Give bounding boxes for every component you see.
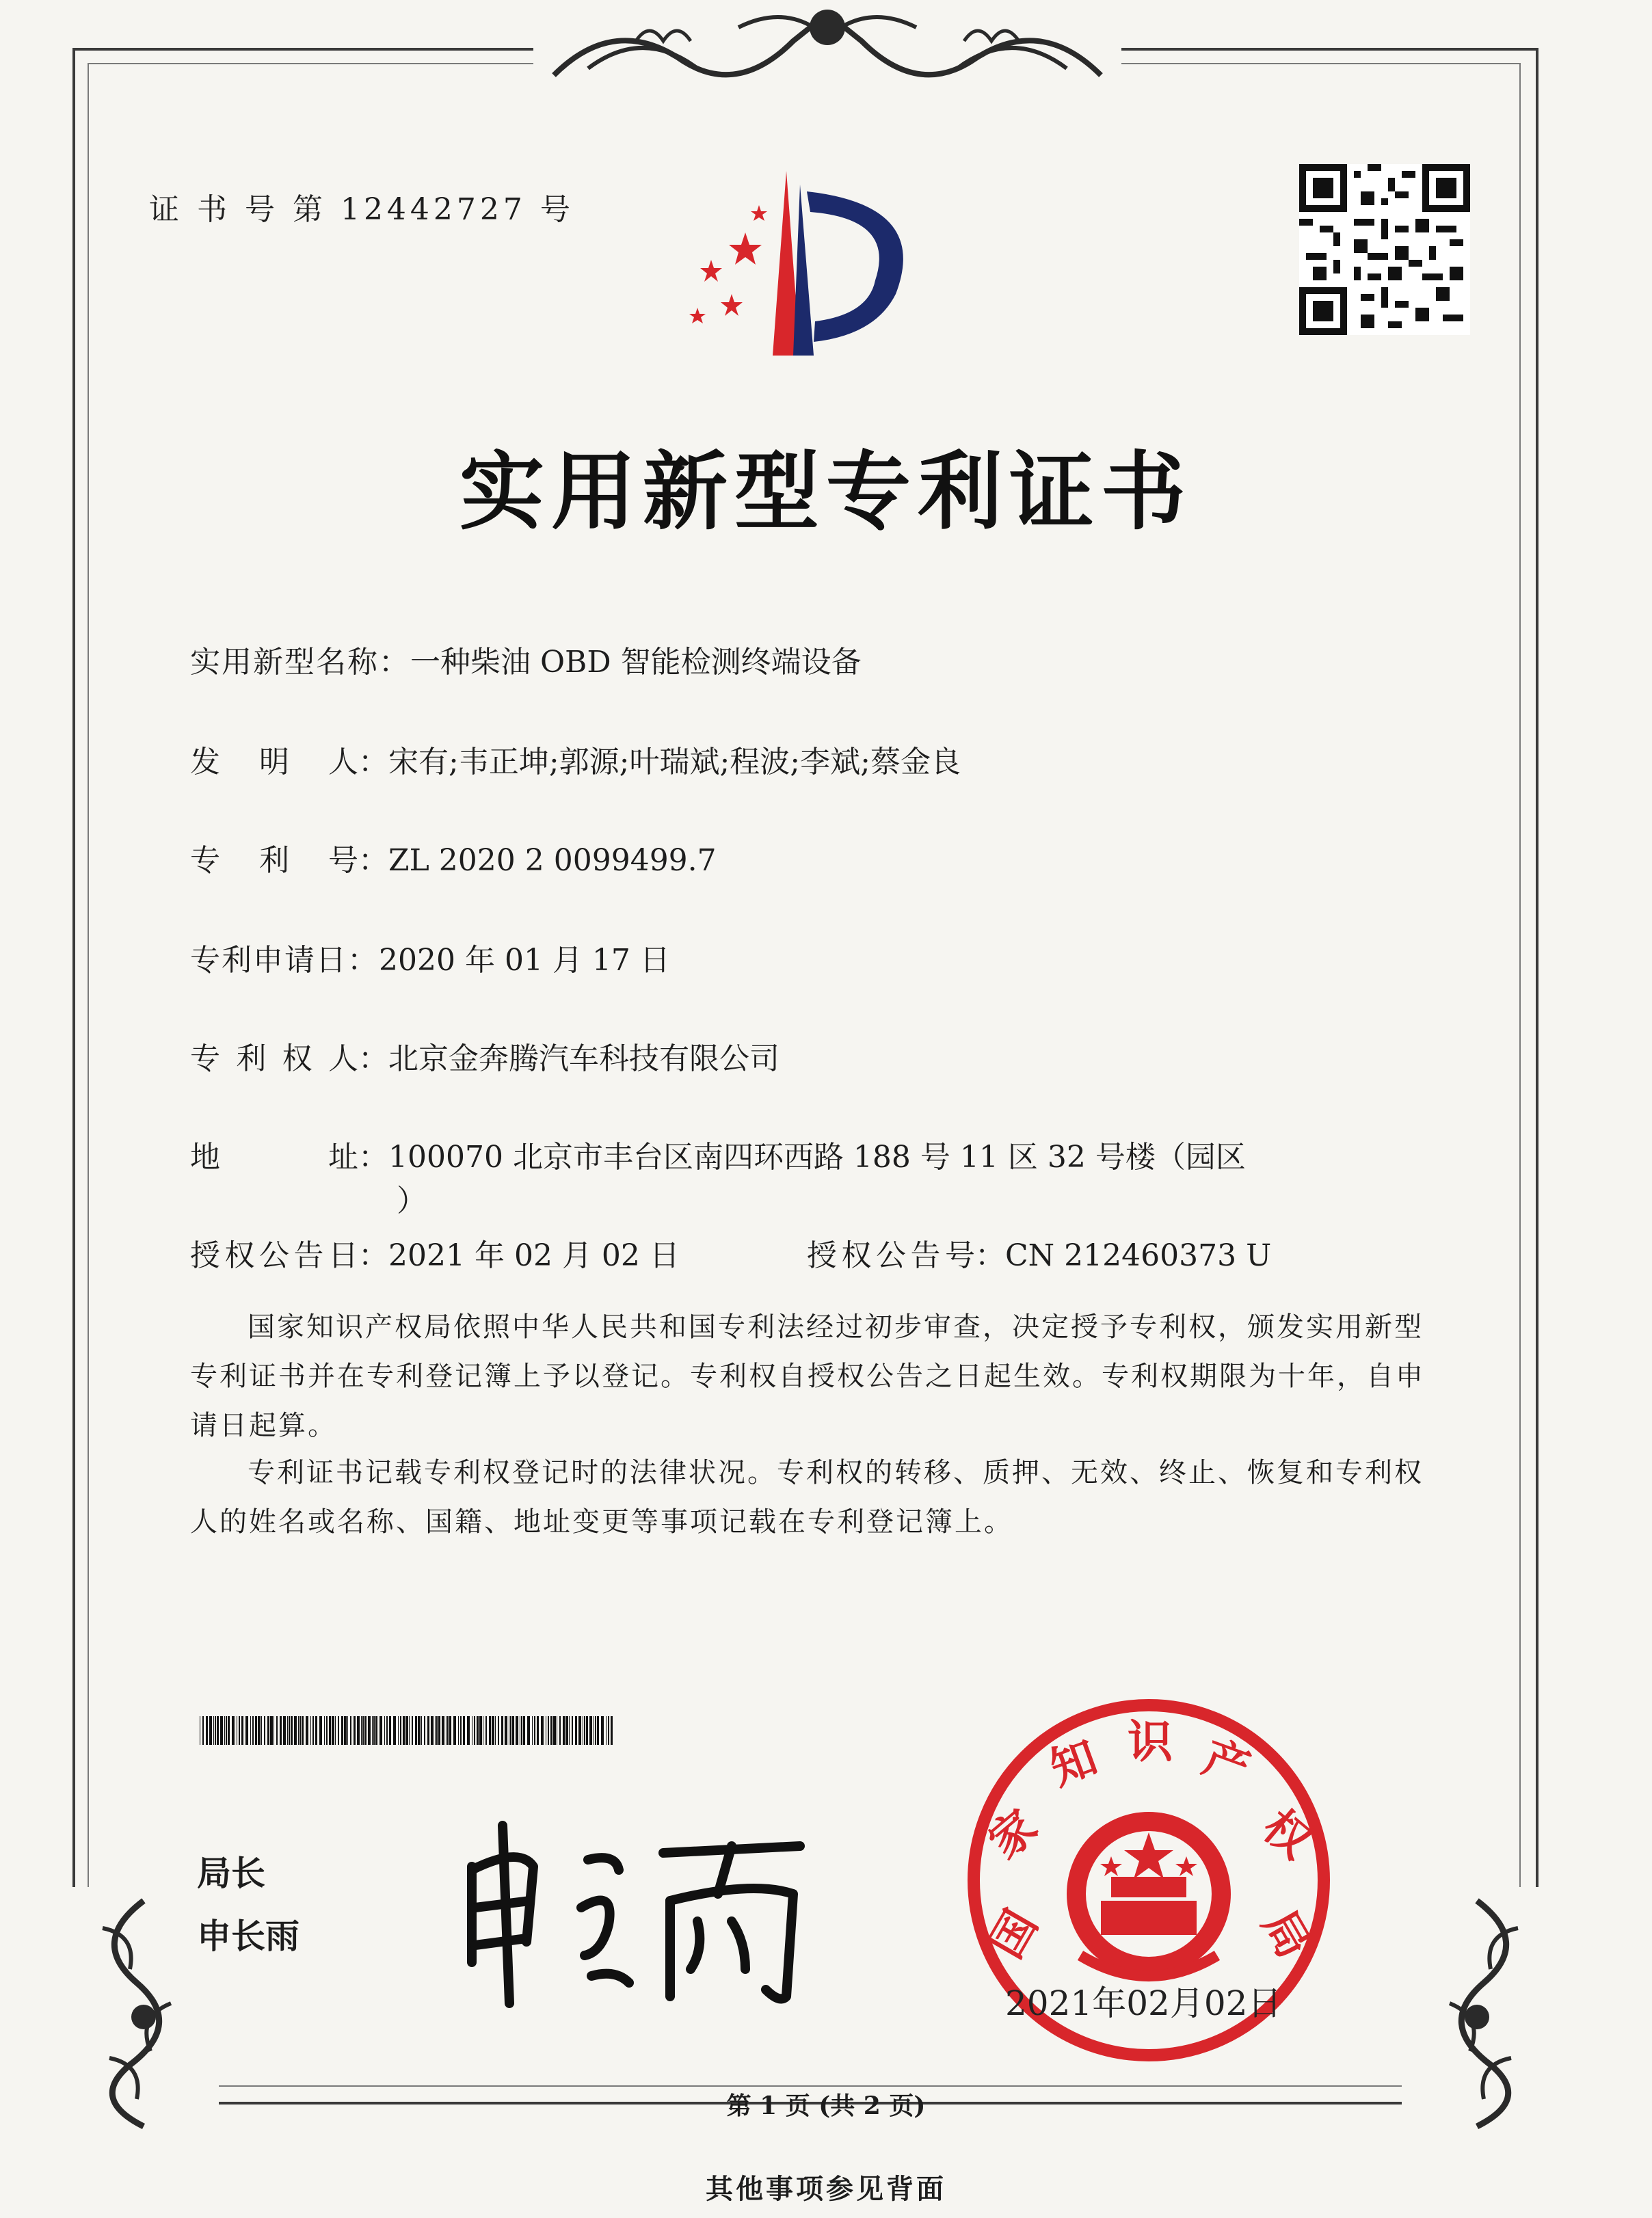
barcode-bar [527, 1716, 530, 1745]
svg-text:知: 知 [1043, 1731, 1104, 1796]
barcode-bar [379, 1716, 382, 1745]
top-ornament [533, 0, 1121, 96]
barcode-bar [589, 1716, 592, 1745]
field-address-label: 地 址： [190, 1140, 388, 1175]
barcode-bar [386, 1716, 388, 1745]
barcode-bar [474, 1716, 475, 1745]
field-patent-no-value: ZL 2020 2 0099499.7 [388, 843, 717, 878]
barcode-bar [501, 1716, 503, 1745]
barcode-bar [463, 1716, 465, 1745]
seal-date: 2021年02月02日 [1005, 1983, 1282, 2023]
barcode-bar [252, 1716, 254, 1745]
barcode-bar [289, 1716, 290, 1745]
field-patentee-value: 北京金奔腾汽车科技有限公司 [388, 1041, 780, 1076]
barcode-bar [489, 1716, 491, 1745]
field-address-value-line2: ） [397, 1184, 427, 1218]
barcode-bar [403, 1716, 405, 1745]
field-patent-no-label: 专 利 号： [190, 843, 388, 878]
barcode-bar [357, 1716, 360, 1745]
field-address-value-line1: 100070 北京市丰台区南四环西路 188 号 11 区 32 号楼（园区 [388, 1140, 1246, 1175]
barcode-bar [372, 1716, 373, 1745]
barcode-bar [427, 1716, 429, 1745]
barcode-bar [541, 1716, 544, 1745]
barcode-bar [442, 1716, 444, 1745]
barcode-bar [510, 1716, 511, 1745]
barcode-bar [215, 1716, 216, 1745]
barcode-bar [611, 1716, 613, 1745]
barcode-bar [213, 1716, 214, 1745]
barcode-bar [280, 1716, 282, 1745]
barcode-bar [375, 1716, 377, 1745]
barcode-bar [492, 1716, 494, 1745]
barcode-bar [446, 1716, 447, 1745]
barcode-bar [209, 1716, 212, 1745]
field-name-label: 实用新型名称： [190, 645, 410, 680]
barcode-bar [228, 1716, 230, 1745]
field-grant-no-row [807, 1231, 1271, 1274]
barcode-bar [389, 1716, 391, 1745]
field-patentee-label: 专 利 权 人： [190, 1041, 388, 1076]
svg-text:产: 产 [1196, 1731, 1257, 1796]
barcode-bar [332, 1716, 334, 1745]
field-inventors-value: 宋有;韦正坤;郭源;叶瑞斌;程波;李斌;蔡金良 [388, 745, 961, 779]
barcode-bar [569, 1716, 570, 1745]
barcode-bar [523, 1716, 525, 1745]
barcode-bar [270, 1716, 273, 1745]
field-address-row [190, 1132, 1246, 1176]
page-number: 第 1 页 (共 2 页) [726, 2092, 926, 2120]
barcode-bar [315, 1716, 317, 1745]
barcode-bar [306, 1716, 308, 1745]
barcode-bar [458, 1716, 459, 1745]
barcode-bar [521, 1716, 522, 1745]
barcode-bar [319, 1716, 322, 1745]
barcode-bar [255, 1716, 257, 1745]
barcode-bar [608, 1716, 609, 1745]
barcode-bar [447, 1716, 449, 1745]
barcode-bar [324, 1716, 325, 1745]
barcode-bar [405, 1716, 408, 1745]
barcode-bar [361, 1716, 362, 1745]
barcode-bar [226, 1716, 227, 1745]
barcode-bar [584, 1716, 585, 1745]
barcode-bar [250, 1716, 251, 1745]
field-name-value: 一种柴油 OBD 智能检测终端设备 [410, 645, 862, 680]
barcode-bar [241, 1716, 243, 1745]
barcode-bar [384, 1716, 385, 1745]
barcode-bar [436, 1716, 438, 1745]
barcode-bar [467, 1716, 470, 1745]
barcode-bar [298, 1716, 299, 1745]
barcode-bar [572, 1716, 573, 1745]
barcode-bar [299, 1716, 301, 1745]
barcode-bar [415, 1716, 417, 1745]
barcode-bar [548, 1716, 549, 1745]
field-filing-date-row [190, 935, 670, 979]
barcode-bar [326, 1716, 328, 1745]
svg-text:权: 权 [1253, 1800, 1322, 1869]
barcode-bar [202, 1716, 204, 1745]
svg-text:家: 家 [978, 1800, 1048, 1869]
field-grant-date-label: 授 权 公 告 日： [190, 1238, 388, 1273]
svg-text:局: 局 [1252, 1901, 1321, 1967]
barcode-bar [586, 1716, 588, 1745]
barcode-bar [505, 1716, 507, 1745]
barcode [200, 1716, 617, 1745]
field-patentee-row [190, 1034, 780, 1078]
field-filing-date-label: 专利申请日： [190, 943, 379, 978]
barcode-bar [302, 1716, 304, 1745]
barcode-bar [601, 1716, 604, 1745]
barcode-bar [532, 1716, 533, 1745]
field-grant-date-row [190, 1231, 680, 1274]
barcode-bar [498, 1716, 499, 1745]
certificate-number: 证 书 号 第 12442727 号 [149, 192, 574, 227]
barcode-bar [460, 1716, 462, 1745]
field-grant-no-label: 授 权 公 告 号： [807, 1238, 1005, 1273]
barcode-bar [512, 1716, 514, 1745]
footer-note: 其他事项参见背面 [706, 2173, 946, 2205]
barcode-bar [329, 1716, 331, 1745]
barcode-bar [335, 1716, 336, 1745]
director-signature [444, 1805, 827, 2010]
certificate-title: 实用新型专利证书 [459, 443, 1193, 542]
barcode-bar [344, 1716, 347, 1745]
barcode-bar [424, 1716, 425, 1745]
barcode-bar [495, 1716, 496, 1745]
field-inventors-row [190, 737, 961, 781]
barcode-bar [393, 1716, 396, 1745]
field-patent-no-row [190, 836, 717, 879]
barcode-bar [431, 1716, 434, 1745]
barcode-bar [287, 1716, 288, 1745]
barcode-bar [534, 1716, 535, 1745]
field-name-row [190, 637, 862, 681]
barcode-bar [350, 1716, 351, 1745]
barcode-bar [338, 1716, 339, 1745]
barcode-bar [453, 1716, 456, 1745]
field-grant-no-value: CN 212460373 U [1005, 1238, 1272, 1273]
barcode-bar [373, 1716, 375, 1745]
barcode-bar [283, 1716, 286, 1745]
barcode-bar [294, 1716, 297, 1745]
field-grant-date-value: 2021 年 02 月 02 日 [388, 1238, 680, 1273]
barcode-bar [310, 1716, 311, 1745]
statement-paragraph-2: 专利证书记载专利权登记时的法律状况。专利权的转移、质押、无效、终止、恢复和专利权人的姓名或名称、国籍、地址变更等事项记载在专利登记簿上。 [190, 1457, 1424, 1538]
barcode-bar [537, 1716, 539, 1745]
barcode-bar [485, 1716, 487, 1745]
barcode-bar [206, 1716, 208, 1745]
barcode-bar [421, 1716, 422, 1745]
barcode-bar [364, 1716, 367, 1745]
barcode-bar [224, 1716, 225, 1745]
statement-paragraph-1: 国家知识产权局依照中华人民共和国专利法经过初步审查，决定授予专利权，颁发实用新型专利证书并在专利登记簿上予以登记。专利权自授权公告之日起生效。专利权期限为十年，自申请日起算。 [190, 1311, 1425, 1441]
barcode-bar [575, 1716, 577, 1745]
barcode-bar [559, 1716, 561, 1745]
director-name: 申长雨 [197, 1916, 299, 1956]
barcode-bar [412, 1716, 413, 1745]
barcode-bar [563, 1716, 565, 1745]
svg-text:识: 识 [1128, 1715, 1173, 1768]
barcode-bar [245, 1716, 248, 1745]
barcode-bar [368, 1716, 371, 1745]
barcode-bar [409, 1716, 410, 1745]
qr-code [1299, 164, 1470, 335]
barcode-bar [362, 1716, 364, 1745]
barcode-bar [217, 1716, 219, 1745]
barcode-bar [449, 1716, 451, 1745]
svg-text:国: 国 [979, 1901, 1048, 1967]
field-inventors-label: 发 明 人： [190, 745, 388, 779]
barcode-bar [264, 1716, 265, 1745]
barcode-bar [477, 1716, 479, 1745]
cnipa-logo [670, 164, 944, 369]
director-title: 局长 [197, 1854, 265, 1893]
barcode-bar [347, 1716, 348, 1745]
barcode-bar [220, 1716, 223, 1745]
barcode-bar [438, 1716, 440, 1745]
barcode-bar [398, 1716, 399, 1745]
barcode-bar [312, 1716, 314, 1745]
field-filing-date-value: 2020 年 01 月 17 日 [379, 943, 670, 978]
barcode-bar [354, 1716, 356, 1745]
barcode-bar [606, 1716, 607, 1745]
barcode-bar [400, 1716, 401, 1745]
barcode-bar [258, 1716, 261, 1745]
barcode-bar [291, 1716, 293, 1745]
barcode-bar [418, 1716, 421, 1745]
barcode-bar [516, 1716, 518, 1745]
barcode-bar [479, 1716, 482, 1745]
barcode-bar [595, 1716, 596, 1745]
barcode-bar [553, 1716, 556, 1745]
barcode-bar [435, 1716, 436, 1745]
barcode-bar [565, 1716, 568, 1745]
barcode-bar [550, 1716, 552, 1745]
barcode-bar [597, 1716, 599, 1745]
barcode-bar [239, 1716, 240, 1745]
barcode-bar [261, 1716, 262, 1745]
barcode-bar [267, 1716, 269, 1745]
barcode-bar [578, 1716, 581, 1745]
barcode-bar [232, 1716, 235, 1745]
barcode-bar [341, 1716, 343, 1745]
barcode-bar [276, 1716, 278, 1745]
